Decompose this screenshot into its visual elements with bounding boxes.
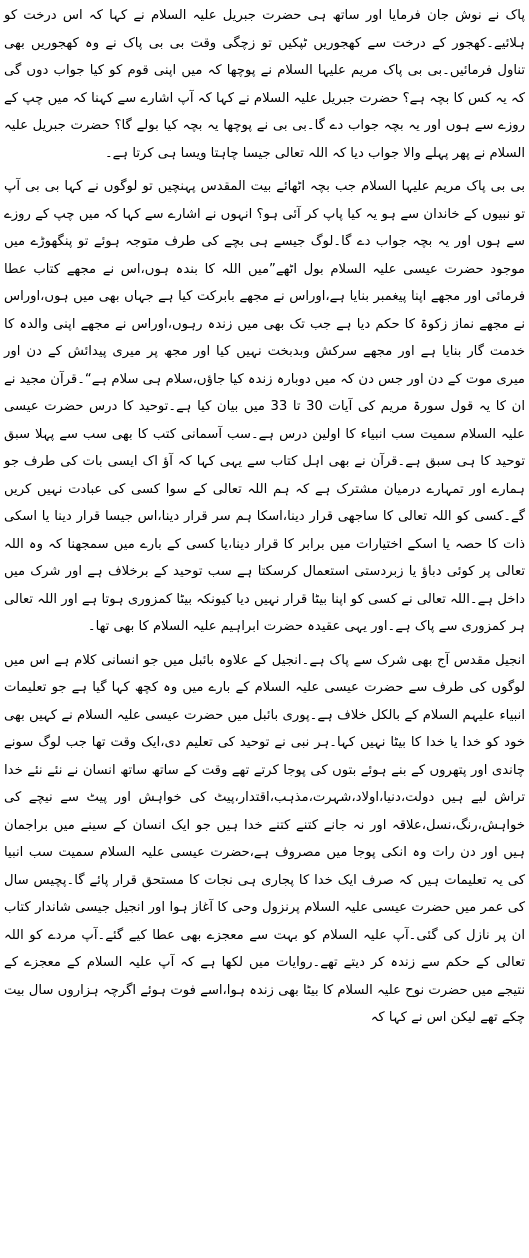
paragraph: انجیل مقدس آج بھی شرک سے پاک ہے۔انجیل کے علاوہ بائبل میں جو انسانی کلام ہے اس میں لوگوں کی طرف سے حضرت عیسی علیہ السلام کے بارے میں وہ کچھ کہا گیا ہے جو تعلیمات انبیاء علیہم السلام کے بالکل خلاف ہے۔پوری بائبل میں حضرت عیسی علیہ السلام نے کہیں بھی خود کو خدا یا خدا کا بیٹا نہیں کہا۔ہر نبی نے توحید کی تعلیم دی،ایک وقت تھا جب لوگ سونے چاندی اور پتھروں کے بنے ہوئے بتوں کی پوجا کرتے تھے وقت کے ساتھ ساتھ انسان نے نئے نئے خدا تراش لیے ہیں دولت،دنیا،اولاد،شہرت،مذہب،اقتدار،پیٹ کی خواہش اور پیٹ سے نیچے کی خواہش،رنگ،نسل،علاقہ اور نہ جانے کتنے کتنے خدا ہیں جو ایک انسان کے سینے میں براجمان ہیں اور دن رات وہ انکی پوجا میں مصروف ہے،حضرت عیسی علیہ السلام سمیت سب انبیا کی یہ تعلیمات ہیں کہ صرف ایک خدا کا پجاری ہی نجات کا مستحق قرار پائے گا۔پچیس سال کی عمر میں حضرت عیسی علیہ السلام پرنزول وحی کا آغاز ہوا اور انجیل جیسی شاندار کتاب ان پر نازل کی گئی۔آپ علیہ السلام کو بہت سے معجزے بھی عطا کیے گئے۔آپ مردے کو اللہ تعالی کے حکم سے زندہ کر دیتے تھے۔روایات میں لکھا ہے کہ آپ علیہ السلام کے معجزے کے نتیجے میں حضرت نوح علیہ السلام کا بیٹا بھی زندہ ہوا،اسے فوت ہوئے اگرچہ ہزاروں سال بیت چکے تھے لیکن اس نے کہا کہ (4, 652, 525, 1025)
paragraph: بی بی پاک مریم علیہا السلام جب بچہ اٹھائے بیت المقدس پہنچیں تو لوگوں نے کہا بی بی آپ تو نبیوں کے خاندان سے ہو یہ کیا پاپ کر آئی ہو؟ انہوں نے اشارے سے کہا کہ میں چپ کے روزے سے ہوں اور یہ بچہ جواب دے گا۔لوگ جیسے ہی بچے کی طرف متوجہ ہوئے تو پنگھوڑے میں موجود حضرت عیسی علیہ السلام بول اٹھے”میں اللہ کا بندہ ہوں،اس نے مجھے کتاب عطا فرمائی اور مجھے اپنا پیغمبر بنایا ہے،اوراس نے مجھے بابرکت کیا ہے جہاں بھی میں ہوں،اوراس نے مجھے نماز زکوۃ کا حکم دیا ہے جب تک بھی میں زندہ رہوں،اوراس نے مجھے اپنی والدہ کا خدمت گار بنایا ہے اور مجھے سرکش وبدبخت نہیں کیا اور مجھ پر میری پیدائش کے دن اور میری موت کے دن اور جس دن کہ میں دوبارہ زندہ کیا جاؤں،سلام ہی سلام ہے“۔قرآن مجید نے ان کا یہ قول سورۃ مریم کی آیات 30 تا 33 میں بیان کیا ہے۔توحید کا درس حضرت عیسی علیہ السلام سمیت سب انبیاء کا اولین درس ہے۔سب آسمانی کتب کا بھی سب سے پہلا سبق توحید کا ہی سبق ہے۔قرآن نے بھی اہل کتاب سے یہی کہا کہ آؤ اک ایسی بات کی طرف جو ہمارے اور تمہارے درمیان مشترک ہے کہ ہم اللہ تعالی کے سوا کسی کی عبادت نہیں کریں گے۔کسی کو اللہ تعالی کا ساجھی قرار دینا،اسکا ہم سر قرار دینا،اس جیسا قرار دینا یا اسکی ذات کا حصہ یا اسکے اختیارات میں برابر کا قرار دینا،یا کسی کے بارے میں سمجھنا کہ وہ اللہ تعالی پر کوئی دباؤ یا زبردستی استعمال کرسکتا ہے سب توحید کے برخلاف ہے اور شرک میں داخل ہے۔اللہ تعالی نے کسی کو اپنا بیٹا قرار نہیں دیا کیونکہ بیٹا کمزوری ہوتا ہے اور اللہ تعالی ہر کمزوری سے پاک ہے۔اور یہی عقیدہ حضرت ابراہیم علیہ السلام کا بھی تھا۔ (4, 179, 526, 634)
paragraph: پاک نے نوش جان فرمایا اور ساتھ ہی حضرت جبریل علیہ السلام نے کہا کہ اس درخت کو ہلائیے۔کھجور کے درخت سے کھجوریں ٹپکیں تو زچگی وقت بی بی پاک نے وہ کھجوریں بھی تناول فرمائیں۔بی بی پاک مریم علیہا السلام نے پوچھا کہ میں اپنی قوم کو کیا جواب دوں گی کہ یہ کس کا بچہ ہے؟ حضرت جبریل علیہ السلام نے کہا کہ آپ اشارے سے کہنا کہ میں چپ کے روزے سے ہوں اور یہ بچہ جواب دے گا۔بی بی نے پوچھا یہ بچہ کیا بولے گا؟ حضرت جبریل علیہ السلام نے پھر پہلے والا جواب دیا کہ اللہ تعالی جیسا چاہتا ویسا ہی کرتا ہے۔ (4, 8, 525, 161)
